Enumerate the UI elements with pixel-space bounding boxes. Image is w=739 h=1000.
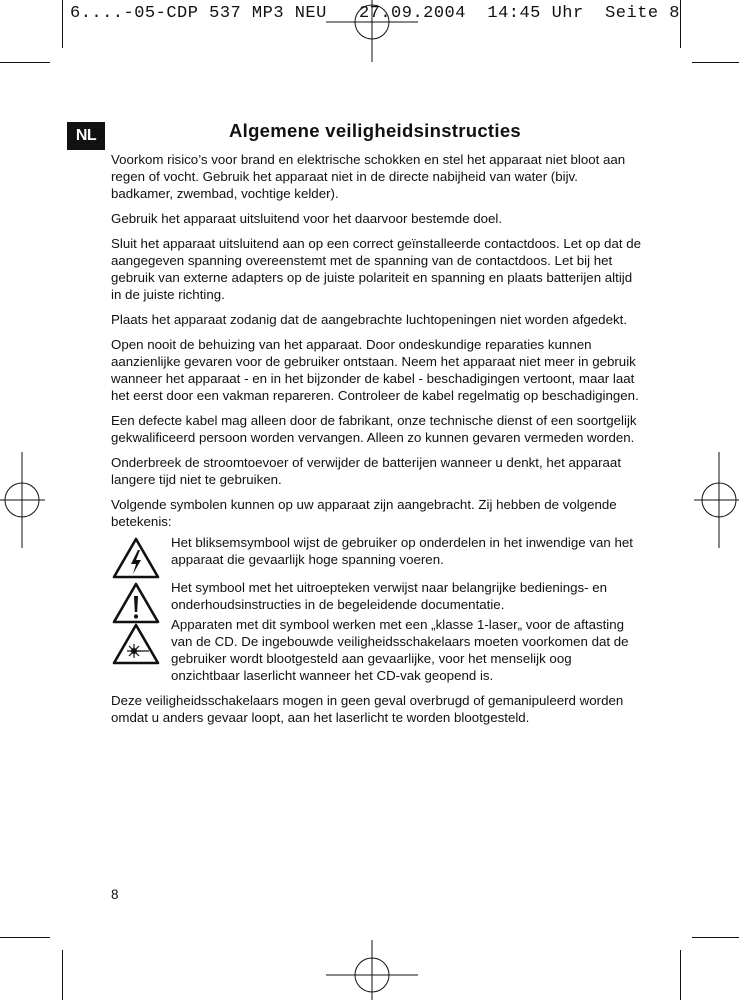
registration-mark-left — [0, 450, 60, 550]
symbol-description: Apparaten met dit symbool werken met een „klasse 1-laser„ voor de aftasting van de CD. De ingebouwde veiligheidsschakelaars moeten voorkomen dat de gebruiker wordt blootgesteld aan gevaarlijke, voor het menselijk oog onzichtbaar laserlicht wanneer het CD-vak geopend is. — [171, 617, 629, 683]
page-title: Algemene veiligheidsinstructies — [228, 120, 522, 141]
paragraph: Onderbreek de stroomtoevoer of verwijder de batterijen wanneer u denkt, het apparaat langere tijd niet te gebruiken. — [111, 455, 622, 487]
main-content — [111, 151, 643, 734]
registration-mark-right — [679, 450, 739, 550]
crop-mark — [680, 950, 681, 1000]
paragraph: Voorkom risico’s voor brand en elektrische schokken en stel het apparaat niet bloot aan regen of vocht. Gebruik het apparaat niet in de directe nabijheid van water (bijv. badkamer, zwembad, vochtige kelder). — [111, 152, 626, 201]
symbol-description: Het symbool met het uitroepteken verwijst naar belangrijke bedienings- en onderhoudsinstructies in de begeleidende documentatie. — [171, 580, 608, 612]
paragraph: Open nooit de behuizing van het apparaat. Door ondeskundige reparaties kunnen aanzienlijke gevaren voor de gebruiker ontstaan. Neem het apparaat niet meer in gebruik wanneer het apparaat - en in het bijzonder de kabel - beschadigingen vertoont, maar laat het eerst door een vakman repareren. Controleer de kabel regelmatig op beschadigingen. — [111, 337, 639, 403]
crop-mark — [0, 937, 50, 938]
paragraph: Plaats het apparaat zodanig dat de aangebrachte luchtopeningen niet worden afgedekt. — [111, 312, 628, 327]
closing-paragraph: Deze veiligheidsschakelaars mogen in geen geval overbrugd of gemanipuleerd worden omdat u anders gevaar loopt, aan het laserlicht te worden blootgesteld. — [111, 693, 624, 725]
paragraph: Volgende symbolen kunnen op uw apparaat zijn aangebracht. Zij hebben de volgende betekenis: — [111, 497, 617, 529]
symbol-item — [111, 579, 643, 613]
lightning-warning-icon — [111, 536, 161, 580]
crop-mark — [692, 937, 739, 938]
language-badge: NL — [67, 122, 105, 150]
registration-mark-bottom — [322, 940, 422, 1000]
symbol-description: Het bliksemsymbool wijst de gebruiker op onderdelen in het inwendige van het apparaat die gevaarlijk hoge spanning voeren. — [171, 535, 633, 567]
crop-mark — [680, 0, 681, 48]
paragraph: Gebruik het apparaat uitsluitend voor het daarvoor bestemde doel. — [111, 211, 503, 226]
paragraph: Sluit het apparaat uitsluitend aan op een correct geïnstalleerde contactdoos. Let op dat de aangegeven spanning overeenstemt met de spanning van de contactdoos. Let bij het gebruik van externe adapters op de juiste polariteit en spanning en plaats batterijen altijd in de juiste richting. — [111, 236, 642, 302]
crop-mark — [0, 62, 50, 63]
laser-warning-icon — [111, 622, 161, 666]
crop-mark — [62, 950, 63, 1000]
crop-mark — [692, 62, 739, 63]
paragraph: Een defecte kabel mag alleen door de fabrikant, onze technische dienst of een soortgelijk gekwalificeerd persoon worden vervangen. Alleen zo kunnen gevaren vermeden worden. — [111, 413, 637, 445]
symbol-item — [111, 616, 643, 684]
crop-mark — [62, 0, 63, 48]
page-number: 8 — [111, 887, 119, 902]
print-slug: 6....-05-CDP 537 MP3 NEU 27.09.2004 14:45 Uhr Seite 8 — [70, 4, 680, 23]
symbol-item — [111, 534, 643, 568]
